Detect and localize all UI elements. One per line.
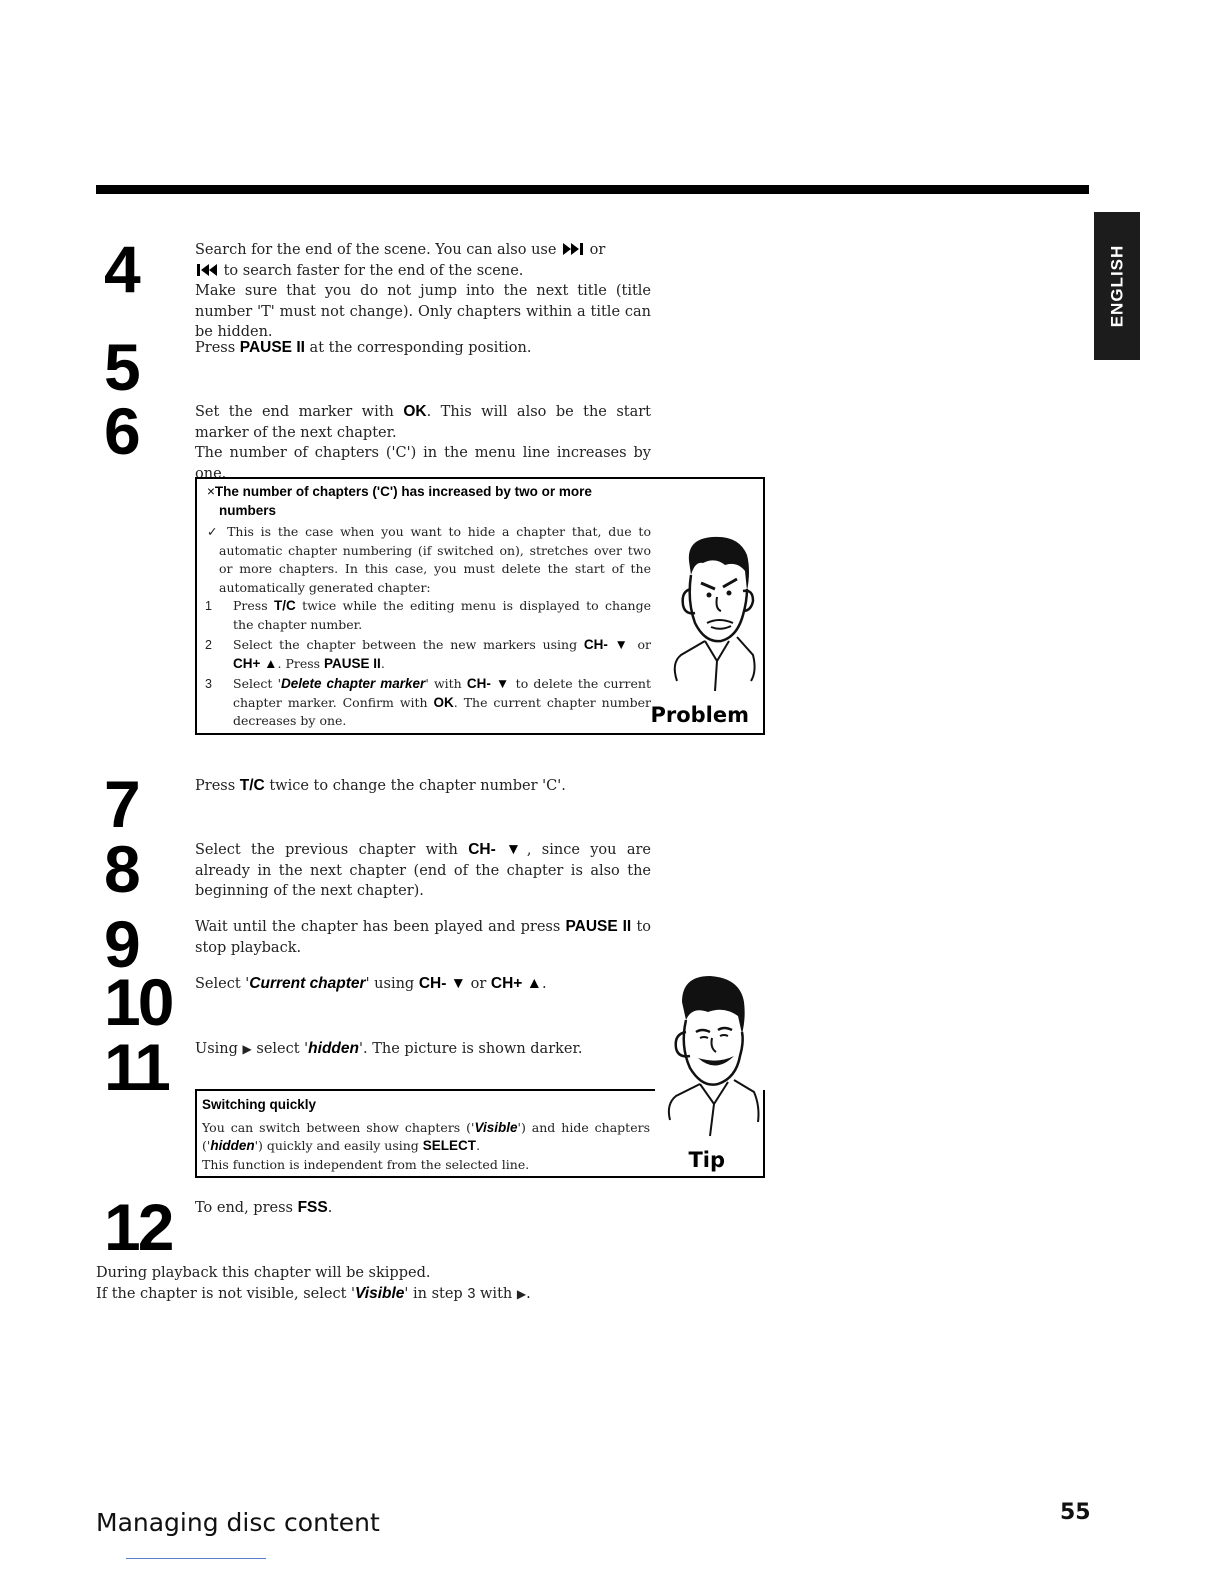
step-11-text: Using ▶ select 'hidden'. The picture is shown darker. (195, 1040, 583, 1057)
step-number-11: 11 (104, 1030, 168, 1104)
step-4-text: Search for the end of the scene. You can also use or to search faster for the end of the scene. Make sure that you do not jump into the next title (title number 'T' must not change). Only chapters within a title can be hidden. (195, 242, 651, 340)
step-number-5: 5 (104, 330, 138, 404)
footer-link-underline (126, 1558, 266, 1559)
problem-label: Problem (650, 703, 749, 727)
step-number-10: 10 (104, 965, 172, 1039)
step-7-text: Press T/C twice to change the chapter number 'C'. (195, 777, 566, 794)
tip-box (195, 1090, 765, 1178)
right-arrow-icon: ▶ (242, 1042, 252, 1056)
language-tab (1094, 212, 1140, 360)
tip-title: Switching quickly (202, 1097, 317, 1112)
key-ch-minus: CH- ▼ (468, 841, 527, 858)
worried-man-illustration (667, 531, 759, 701)
step-number-9: 9 (104, 907, 138, 981)
step-number-4: 4 (104, 232, 138, 306)
right-arrow-icon: ▶ (516, 1286, 527, 1301)
key-tc: T/C (239, 777, 265, 794)
tip-note: This function is independent from the selected line. (202, 1156, 530, 1172)
closing-notes: During playback this chapter will be skipped. If the chapter is not visible, select 'Visible' in step 3 with ▶. (96, 1265, 531, 1302)
option-current-chapter: Current chapter (249, 975, 366, 992)
problem-item-1: 1 Press T/C twice while the editing menu is displayed to change the chapter number. (205, 598, 651, 632)
step-5-text: Press PAUSE II at the corresponding position. (195, 339, 532, 356)
tip-text: You can switch between show chapters ('Visible') and hide chapters ('hidden') quickly and easily using SELECT. (202, 1119, 650, 1153)
step-12-text: To end, press FSS. (195, 1199, 333, 1216)
step-6-text: Set the end marker with OK. This will also be the start marker of the next chapter. The number of chapters ('C') in the menu line increases by one. (195, 403, 651, 482)
step-number-7: 7 (104, 767, 138, 841)
problem-box (195, 477, 765, 735)
key-pause: PAUSE II (239, 339, 305, 356)
problem-title: ×The number of chapters ('C') has increased by two or more numbers (207, 484, 592, 518)
top-rule (96, 185, 1089, 194)
problem-item-3: 3 Select 'Delete chapter marker' with CH- ▼ to delete the current chapter marker. Confirm with OK. The current chapter number decreases by one. (205, 676, 651, 728)
key-fss: FSS (297, 1199, 328, 1216)
language-tab-label: ENGLISH (1107, 244, 1126, 328)
problem-item-2: 2 Select the chapter between the new markers using CH- ▼ or CH+ ▲. Press PAUSE II. (205, 637, 651, 671)
step-10-text: Select 'Current chapter' using CH- ▼ or CH+ ▲. (195, 975, 547, 992)
problem-description: ✓ This is the case when you want to hide a chapter that, due to automatic chapter numbering (if switched on), stretches over two or more chapters. In this case, you must delete the start of the automatically generated chapter: (207, 524, 651, 595)
key-ok: OK (403, 403, 427, 420)
step-number-8: 8 (104, 832, 138, 906)
step-9-text: Wait until the chapter has been played and press PAUSE II to stop playback. (195, 918, 651, 956)
step-number-6: 6 (104, 394, 138, 468)
tip-label: Tip (688, 1148, 725, 1172)
step-8-text: Select the previous chapter with CH- ▼, since you are already in the next chapter (end of the chapter is also the beginning of the next chapter). (195, 841, 651, 899)
key-pause: PAUSE II (565, 918, 632, 935)
option-hidden: hidden (308, 1040, 359, 1057)
next-icon (561, 243, 585, 255)
footer-section-title: Managing disc content (96, 1508, 380, 1537)
page-number: 55 (1060, 1500, 1091, 1525)
previous-icon (195, 264, 219, 276)
step-number-12: 12 (104, 1190, 172, 1264)
